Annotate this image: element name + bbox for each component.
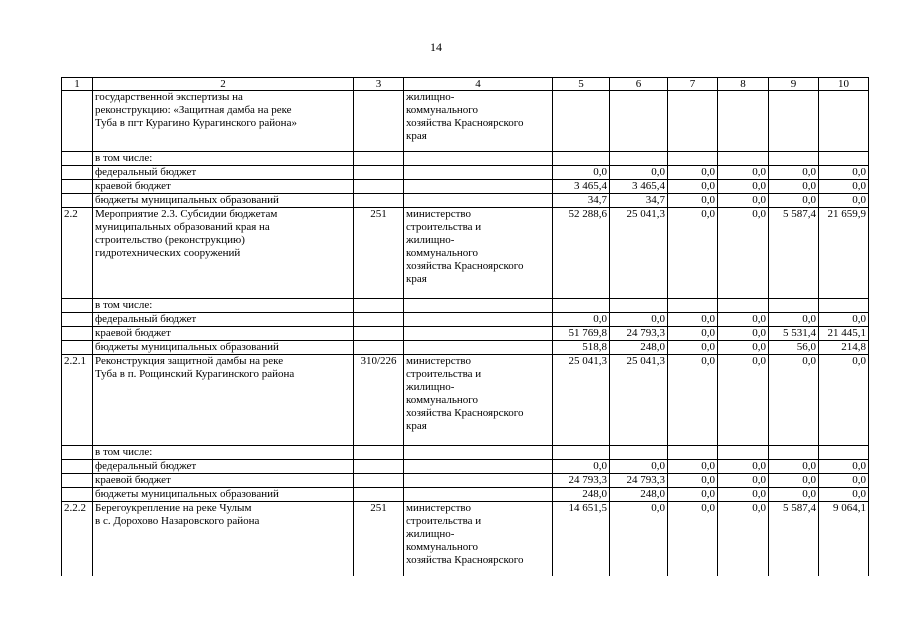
value-cell <box>668 152 718 166</box>
value-cell: 0,0 <box>668 313 718 327</box>
executor-cell <box>404 488 553 502</box>
code-cell <box>354 460 404 474</box>
executor-cell <box>404 460 553 474</box>
value-cell: 56,0 <box>769 341 819 355</box>
executor-cell: министерство строительства и жилищно- коммунального хозяйства Красноярского <box>404 502 553 577</box>
value-cell <box>553 91 610 152</box>
value-cell: 248,0 <box>553 488 610 502</box>
executor-cell: жилищно- коммунального хозяйства Красноярского края <box>404 91 553 152</box>
funding-source-cell: федеральный бюджет <box>93 460 354 474</box>
value-cell: 0,0 <box>610 166 668 180</box>
funding-source-cell: в том числе: <box>93 446 354 460</box>
value-cell: 0,0 <box>610 460 668 474</box>
funding-source-cell: федеральный бюджет <box>93 313 354 327</box>
column-header-7: 7 <box>668 78 718 91</box>
executor-cell <box>404 341 553 355</box>
value-cell: 0,0 <box>819 313 869 327</box>
funding-source-cell: в том числе: <box>93 152 354 166</box>
value-cell: 248,0 <box>610 488 668 502</box>
column-header-1: 1 <box>62 78 93 91</box>
code-cell <box>354 341 404 355</box>
value-cell: 51 769,8 <box>553 327 610 341</box>
value-cell: 25 041,3 <box>610 355 668 446</box>
value-cell: 0,0 <box>769 474 819 488</box>
funding-source-cell: краевой бюджет <box>93 180 354 194</box>
row-number-cell <box>62 91 93 152</box>
measure-name-cell: Реконструкция защитной дамбы на реке Туба в п. Рощинский Курагинского района <box>93 355 354 446</box>
value-cell: 0,0 <box>769 194 819 208</box>
funding-source-cell: краевой бюджет <box>93 474 354 488</box>
value-cell <box>668 299 718 313</box>
value-cell: 0,0 <box>819 460 869 474</box>
measure-name-cell: государственной экспертизы на реконструкцию: «Защитная дамба на реке Туба в пгт Курагино Курагинского района» <box>93 91 354 152</box>
column-header-3: 3 <box>354 78 404 91</box>
code-cell: 310/226 <box>354 355 404 446</box>
table-header-row <box>62 78 869 91</box>
value-cell: 0,0 <box>668 194 718 208</box>
value-cell: 0,0 <box>769 460 819 474</box>
executor-cell <box>404 194 553 208</box>
value-cell: 5 531,4 <box>769 327 819 341</box>
column-header-5: 5 <box>553 78 610 91</box>
row-number-cell <box>62 341 93 355</box>
value-cell <box>718 91 769 152</box>
value-cell <box>553 152 610 166</box>
value-cell <box>819 91 869 152</box>
value-cell: 0,0 <box>668 474 718 488</box>
row-number-cell: 2.2 <box>62 208 93 299</box>
row-number-cell <box>62 299 93 313</box>
executor-cell <box>404 474 553 488</box>
executor-cell: министерство строительства и жилищно- коммунального хозяйства Красноярского края <box>404 355 553 446</box>
value-cell: 0,0 <box>718 355 769 446</box>
row-number-cell <box>62 194 93 208</box>
value-cell: 214,8 <box>819 341 869 355</box>
value-cell: 0,0 <box>668 208 718 299</box>
table-row-funding <box>62 152 869 166</box>
value-cell: 0,0 <box>718 327 769 341</box>
value-cell: 0,0 <box>769 180 819 194</box>
funding-source-cell: бюджеты муниципальных образований <box>93 194 354 208</box>
value-cell: 14 651,5 <box>553 502 610 577</box>
executor-cell <box>404 166 553 180</box>
value-cell <box>718 299 769 313</box>
code-cell <box>354 327 404 341</box>
value-cell: 0,0 <box>610 313 668 327</box>
row-number-cell: 2.2.1 <box>62 355 93 446</box>
value-cell: 25 041,3 <box>610 208 668 299</box>
table-row-funding <box>62 327 869 341</box>
row-number-cell <box>62 180 93 194</box>
value-cell: 0,0 <box>668 180 718 194</box>
value-cell: 0,0 <box>819 194 869 208</box>
value-cell: 0,0 <box>668 460 718 474</box>
column-header-4: 4 <box>404 78 553 91</box>
value-cell: 0,0 <box>769 355 819 446</box>
value-cell <box>769 91 819 152</box>
table-row-funding <box>62 474 869 488</box>
value-cell: 0,0 <box>718 180 769 194</box>
code-cell <box>354 91 404 152</box>
row-number-cell <box>62 488 93 502</box>
value-cell: 0,0 <box>769 166 819 180</box>
value-cell: 0,0 <box>668 166 718 180</box>
value-cell: 21 445,1 <box>819 327 869 341</box>
measure-name-cell: Берегоукрепление на реке Чулым в с. Дорохово Назаровского района <box>93 502 354 577</box>
table-row-funding <box>62 299 869 313</box>
code-cell <box>354 166 404 180</box>
column-header-8: 8 <box>718 78 769 91</box>
value-cell: 5 587,4 <box>769 502 819 577</box>
value-cell: 0,0 <box>553 166 610 180</box>
code-cell: 251 <box>354 502 404 577</box>
value-cell: 0,0 <box>819 355 869 446</box>
row-number-cell <box>62 446 93 460</box>
table-row-measure <box>62 502 869 577</box>
executor-cell <box>404 327 553 341</box>
table-row-funding <box>62 180 869 194</box>
row-number-cell: 2.2.2 <box>62 502 93 577</box>
value-cell: 518,8 <box>553 341 610 355</box>
code-cell <box>354 488 404 502</box>
executor-cell <box>404 152 553 166</box>
table-row-measure <box>62 355 869 446</box>
value-cell: 248,0 <box>610 341 668 355</box>
value-cell: 0,0 <box>718 474 769 488</box>
column-header-10: 10 <box>819 78 869 91</box>
value-cell: 0,0 <box>553 313 610 327</box>
value-cell <box>610 91 668 152</box>
value-cell <box>668 446 718 460</box>
executor-cell <box>404 446 553 460</box>
value-cell: 0,0 <box>668 502 718 577</box>
table-row-funding <box>62 488 869 502</box>
executor-cell <box>404 299 553 313</box>
code-cell <box>354 299 404 313</box>
value-cell: 0,0 <box>668 327 718 341</box>
table-row-funding <box>62 460 869 474</box>
value-cell <box>819 446 869 460</box>
code-cell: 251 <box>354 208 404 299</box>
row-number-cell <box>62 460 93 474</box>
code-cell <box>354 474 404 488</box>
value-cell <box>553 299 610 313</box>
value-cell <box>718 446 769 460</box>
executor-cell <box>404 313 553 327</box>
table-row-measure <box>62 208 869 299</box>
value-cell: 24 793,3 <box>553 474 610 488</box>
value-cell <box>769 299 819 313</box>
value-cell: 0,0 <box>819 166 869 180</box>
code-cell <box>354 152 404 166</box>
value-cell <box>553 446 610 460</box>
value-cell <box>610 446 668 460</box>
value-cell: 52 288,6 <box>553 208 610 299</box>
value-cell: 34,7 <box>553 194 610 208</box>
funding-source-cell: федеральный бюджет <box>93 166 354 180</box>
row-number-cell <box>62 313 93 327</box>
value-cell: 0,0 <box>553 460 610 474</box>
code-cell <box>354 446 404 460</box>
funding-source-cell: в том числе: <box>93 299 354 313</box>
value-cell: 0,0 <box>718 502 769 577</box>
value-cell: 0,0 <box>718 208 769 299</box>
value-cell: 0,0 <box>668 488 718 502</box>
value-cell <box>718 152 769 166</box>
value-cell: 21 659,9 <box>819 208 869 299</box>
funding-source-cell: бюджеты муниципальных образований <box>93 488 354 502</box>
row-number-cell <box>62 166 93 180</box>
column-header-2: 2 <box>93 78 354 91</box>
value-cell: 3 465,4 <box>553 180 610 194</box>
value-cell: 0,0 <box>668 341 718 355</box>
value-cell: 0,0 <box>819 474 869 488</box>
value-cell: 0,0 <box>718 313 769 327</box>
executor-cell: министерство строительства и жилищно- коммунального хозяйства Красноярского края <box>404 208 553 299</box>
measure-name-cell: Мероприятие 2.3. Субсидии бюджетам муниципальных образований края на строительство (реконструкцию) гидротехнических сооружений <box>93 208 354 299</box>
value-cell: 9 064,1 <box>819 502 869 577</box>
value-cell: 25 041,3 <box>553 355 610 446</box>
executor-cell <box>404 180 553 194</box>
page-number: 14 <box>430 40 442 54</box>
value-cell <box>769 446 819 460</box>
table-row-measure <box>62 91 869 152</box>
value-cell <box>819 299 869 313</box>
table-row-funding <box>62 446 869 460</box>
value-cell: 34,7 <box>610 194 668 208</box>
row-number-cell <box>62 152 93 166</box>
value-cell: 0,0 <box>718 166 769 180</box>
value-cell: 5 587,4 <box>769 208 819 299</box>
value-cell: 24 793,3 <box>610 474 668 488</box>
code-cell <box>354 194 404 208</box>
value-cell: 0,0 <box>668 355 718 446</box>
code-cell <box>354 313 404 327</box>
row-number-cell <box>62 327 93 341</box>
value-cell: 24 793,3 <box>610 327 668 341</box>
funding-source-cell: краевой бюджет <box>93 327 354 341</box>
budget-table <box>61 77 869 576</box>
value-cell: 0,0 <box>718 460 769 474</box>
value-cell <box>610 152 668 166</box>
funding-source-cell: бюджеты муниципальных образований <box>93 341 354 355</box>
value-cell: 0,0 <box>718 488 769 502</box>
table-row-funding <box>62 313 869 327</box>
value-cell: 0,0 <box>718 194 769 208</box>
value-cell: 0,0 <box>718 341 769 355</box>
value-cell: 3 465,4 <box>610 180 668 194</box>
value-cell <box>769 152 819 166</box>
value-cell <box>668 91 718 152</box>
column-header-9: 9 <box>769 78 819 91</box>
table-row-funding <box>62 341 869 355</box>
table-row-funding <box>62 194 869 208</box>
value-cell: 0,0 <box>610 502 668 577</box>
table-row-funding <box>62 166 869 180</box>
value-cell: 0,0 <box>769 488 819 502</box>
value-cell: 0,0 <box>819 488 869 502</box>
value-cell <box>819 152 869 166</box>
value-cell <box>610 299 668 313</box>
column-header-6: 6 <box>610 78 668 91</box>
value-cell: 0,0 <box>819 180 869 194</box>
code-cell <box>354 180 404 194</box>
value-cell: 0,0 <box>769 313 819 327</box>
row-number-cell <box>62 474 93 488</box>
